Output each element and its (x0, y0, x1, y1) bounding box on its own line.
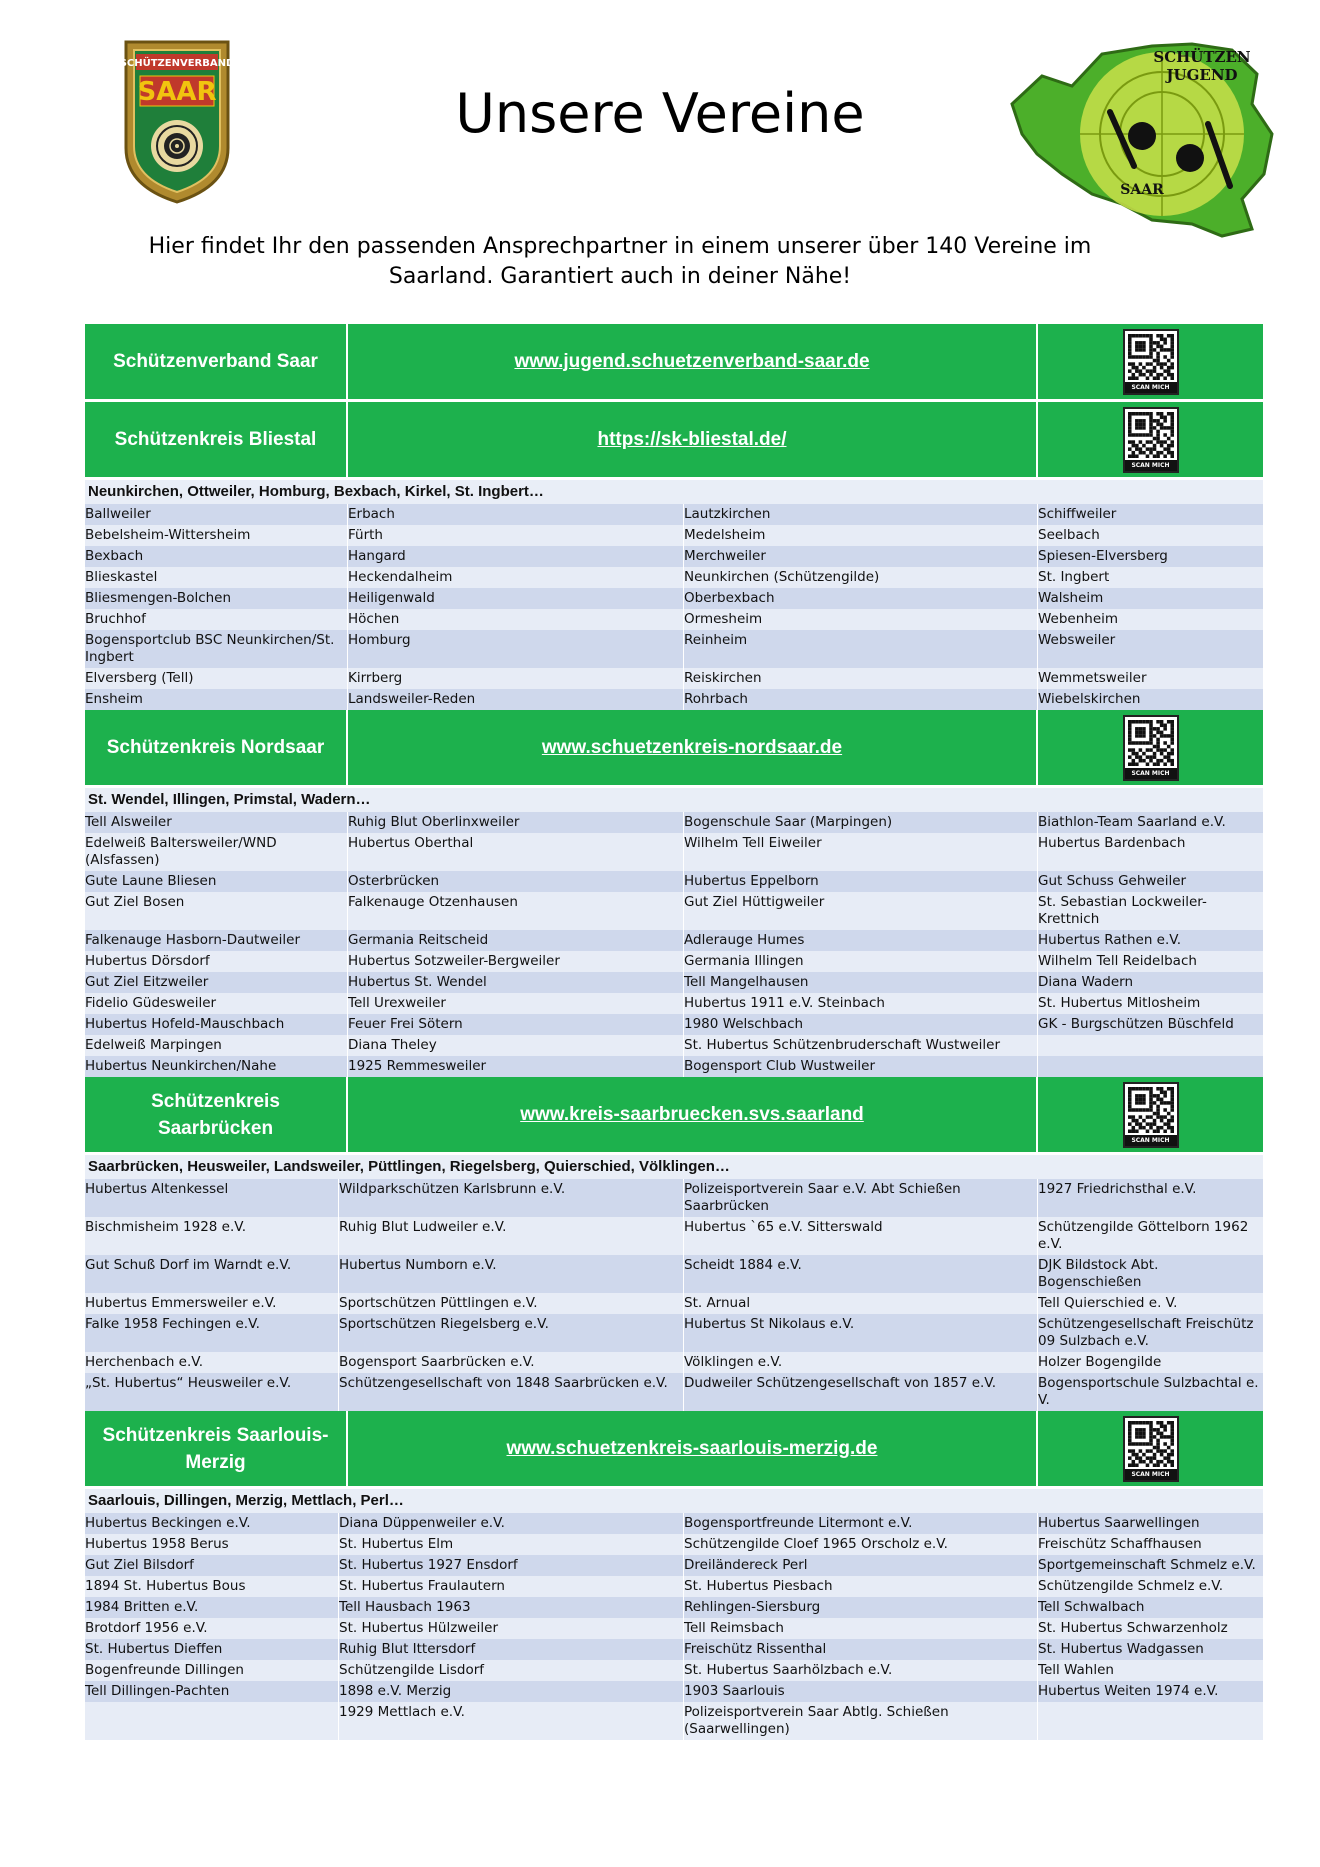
table-row (85, 504, 1263, 525)
club-name: Tell Schwalbach (1038, 1599, 1145, 1615)
club-name: Freischütz Rissenthal (684, 1639, 1038, 1660)
qr-code-icon (1128, 334, 1174, 380)
club-name: Bebelsheim-Wittersheim (85, 525, 348, 546)
club-name: Bogensport Saarbrücken e.V. (339, 1352, 684, 1373)
club-list (85, 812, 1263, 1077)
club-name: Tell Urexweiler (348, 993, 684, 1014)
club-name: Schützengesellschaft von 1848 Saarbrücken e.V. (339, 1373, 684, 1411)
club-name: Hubertus Oberthal (348, 833, 684, 871)
club-name: Gut Ziel Eitzweiler (85, 972, 348, 993)
table-row (85, 567, 1263, 588)
club-name: Tell Dillingen-Pachten (85, 1681, 339, 1702)
table-row (85, 1513, 1263, 1534)
club-name: Gut Ziel Hüttigweiler (684, 892, 1038, 930)
club-name: Hubertus Neunkirchen/Nahe (85, 1056, 348, 1077)
club-name: Hubertus 1911 e.V. Steinbach (684, 993, 1038, 1014)
club-name: Hubertus `65 e.V. Sitterswald (684, 1217, 1038, 1255)
club-name: Germania Illingen (684, 951, 1038, 972)
club-name: St. Hubertus Fraulautern (339, 1576, 684, 1597)
club-name (1038, 1035, 1263, 1056)
club-name: St. Hubertus Schützenbruderschaft Wustweiler (684, 1035, 1038, 1056)
club-name: Wilhelm Tell Eiweiler (684, 833, 1038, 871)
club-list (85, 1513, 1263, 1740)
club-name: St. Hubertus Mitlosheim (1038, 995, 1201, 1011)
club-name: Hubertus Hofeld-Mauschbach (85, 1014, 348, 1035)
club-name: Wiebelskirchen (1038, 691, 1141, 707)
club-name: Websweiler (1038, 632, 1116, 648)
section-name: Schützenkreis Saarbrücken (85, 1077, 348, 1152)
club-name: Hubertus Beckingen e.V. (85, 1513, 339, 1534)
section-region: Saarbrücken, Heusweiler, Landsweiler, Püttlingen, Riegelsberg, Quierschied, Völklingen… (85, 1155, 1263, 1179)
club-name: 1980 Welschbach (684, 1014, 1038, 1035)
qr-code-icon (1128, 1421, 1174, 1467)
club-name: Spiesen-Elversberg (1038, 548, 1168, 564)
club-name: GK - Burgschützen Büschfeld (1038, 1016, 1234, 1032)
club-name: Neunkirchen (Schützengilde) (684, 567, 1038, 588)
qr-code[interactable] (1123, 1416, 1179, 1482)
club-name: Blieskastel (85, 567, 348, 588)
qr-code-icon (1128, 720, 1174, 766)
club-name: Scheidt 1884 e.V. (684, 1255, 1038, 1293)
club-name: Hubertus Sotzweiler-Bergweiler (348, 951, 684, 972)
table-row (85, 1255, 1263, 1293)
club-name: Ruhig Blut Ittersdorf (339, 1639, 684, 1660)
table-row (85, 525, 1263, 546)
club-name: 1927 Friedrichsthal e.V. (1038, 1181, 1197, 1197)
club-name: Schützengilde Schmelz e.V. (1038, 1578, 1224, 1594)
club-name: Reinheim (684, 630, 1038, 668)
qr-code[interactable] (1123, 1082, 1179, 1148)
section-qr-cell (1038, 324, 1263, 399)
club-name: Feuer Frei Sötern (348, 1014, 684, 1035)
club-list (85, 1179, 1263, 1411)
club-name: Falkenauge Otzenhausen (348, 892, 684, 930)
club-name (85, 1702, 339, 1740)
section-header (85, 1411, 1263, 1489)
club-name: Hubertus Dörsdorf (85, 951, 348, 972)
club-name: Reiskirchen (684, 668, 1038, 689)
club-name: St. Hubertus Dieffen (85, 1639, 339, 1660)
section-header (85, 324, 1263, 402)
club-name: Bogenfreunde Dillingen (85, 1660, 339, 1681)
club-table (85, 324, 1263, 1740)
section-website-link[interactable]: www.jugend.schuetzenverband-saar.de (348, 324, 1038, 399)
table-row (85, 1597, 1263, 1618)
club-name: Brotdorf 1956 e.V. (85, 1618, 339, 1639)
section-name: Schützenkreis Saarlouis-Merzig (85, 1411, 348, 1486)
table-row (85, 1373, 1263, 1411)
section-header (85, 402, 1263, 480)
qr-scan-label: SCAN MICH (1125, 1469, 1177, 1480)
club-name: Schützengilde Göttelborn 1962 e.V. (1038, 1219, 1249, 1252)
section-qr-cell (1038, 710, 1263, 785)
club-name: Herchenbach e.V. (85, 1352, 339, 1373)
club-name: Schützengilde Lisdorf (339, 1660, 684, 1681)
club-name: Diana Wadern (1038, 974, 1134, 990)
club-name: Tell Reimsbach (684, 1618, 1038, 1639)
club-name: Dudweiler Schützengesellschaft von 1857 e.V. (684, 1373, 1038, 1411)
table-row (85, 1576, 1263, 1597)
table-row (85, 1014, 1263, 1035)
table-row (85, 1179, 1263, 1217)
section-region: Saarlouis, Dillingen, Merzig, Mettlach, Perl… (85, 1489, 1263, 1513)
club-name: Walsheim (1038, 590, 1104, 606)
saarland-map-logo-icon (1002, 24, 1284, 248)
intro-line-1: Hier findet Ihr den passenden Ansprechpartner in einem unserer über 140 Vereine im (148, 234, 1092, 259)
club-name: St. Ingbert (1038, 569, 1110, 585)
club-name: Tell Hausbach 1963 (339, 1597, 684, 1618)
svg-text:SCHÜTZEN: SCHÜTZEN (1153, 48, 1251, 66)
qr-code[interactable] (1123, 407, 1179, 473)
club-name: Merchweiler (684, 546, 1038, 567)
club-name: Hubertus St Nikolaus e.V. (684, 1314, 1038, 1352)
club-name: Schützengesellschaft Freischütz 09 Sulzbach e.V. (1038, 1316, 1254, 1349)
section-qr-cell (1038, 1411, 1263, 1486)
club-name: St. Hubertus Saarhölzbach e.V. (684, 1660, 1038, 1681)
club-name: Tell Wahlen (1038, 1662, 1114, 1678)
section-name: Schützenkreis Bliestal (85, 402, 348, 477)
club-name: 1898 e.V. Merzig (339, 1681, 684, 1702)
svg-text:SCHÜTZENVERBAND: SCHÜTZENVERBAND (119, 58, 235, 69)
qr-code-icon (1128, 412, 1174, 458)
club-name: Bogensport Club Wustweiler (684, 1056, 1038, 1077)
table-row (85, 833, 1263, 871)
club-name: Bliesmengen-Bolchen (85, 588, 348, 609)
svg-text:SAAR: SAAR (137, 77, 217, 107)
table-row (85, 1618, 1263, 1639)
club-name: 1925 Remmesweiler (348, 1056, 684, 1077)
club-name: St. Arnual (684, 1293, 1038, 1314)
page-title: Unsere Vereine (455, 82, 865, 145)
club-name: 1903 Saarlouis (684, 1681, 1038, 1702)
club-name: Ormesheim (684, 609, 1038, 630)
club-name: Ensheim (85, 689, 348, 710)
table-row (85, 972, 1263, 993)
club-name: St. Hubertus Wadgassen (1038, 1641, 1204, 1657)
table-row (85, 630, 1263, 668)
table-row (85, 1293, 1263, 1314)
club-name: Germania Reitscheid (348, 930, 684, 951)
club-name: St. Hubertus Schwarzenholz (1038, 1620, 1228, 1636)
qr-code[interactable] (1123, 715, 1179, 781)
club-name: Rehlingen-Siersburg (684, 1597, 1038, 1618)
club-name: Gut Schuß Dorf im Warndt e.V. (85, 1255, 339, 1293)
club-name: Hubertus Numborn e.V. (339, 1255, 684, 1293)
club-name: Sportgemeinschaft Schmelz e.V. (1038, 1557, 1256, 1573)
table-row (85, 1035, 1263, 1056)
qr-scan-label: SCAN MICH (1125, 1135, 1177, 1146)
club-name: Fidelio Güdesweiler (85, 993, 348, 1014)
club-name: Hubertus Emmersweiler e.V. (85, 1293, 339, 1314)
club-name: 1929 Mettlach e.V. (339, 1702, 684, 1740)
table-row (85, 689, 1263, 710)
club-name: Ruhig Blut Ludweiler e.V. (339, 1217, 684, 1255)
table-row (85, 1314, 1263, 1352)
club-name (1038, 1056, 1263, 1077)
club-name: Sportschützen Riegelsberg e.V. (339, 1314, 684, 1352)
club-name: Edelweiß Marpingen (85, 1035, 348, 1056)
section-website-link[interactable]: https://sk-bliestal.de/ (348, 402, 1038, 477)
schuetzenjugend-saar-logo (1002, 24, 1284, 248)
club-name: Gute Laune Bliesen (85, 871, 348, 892)
schuetzenverband-saar-logo (118, 36, 236, 206)
table-row (85, 871, 1263, 892)
table-row (85, 993, 1263, 1014)
club-name: Hangard (348, 546, 684, 567)
club-name: St. Hubertus 1927 Ensdorf (339, 1555, 684, 1576)
club-name: Gut Ziel Bosen (85, 892, 348, 930)
club-name: Homburg (348, 630, 684, 668)
intro-line-2: Saarland. Garantiert auch in deiner Nähe! (388, 264, 852, 289)
club-name: Elversberg (Tell) (85, 668, 348, 689)
table-row (85, 1639, 1263, 1660)
club-name: Heckendalheim (348, 567, 684, 588)
section-header (85, 1077, 1263, 1155)
club-name: Webenheim (1038, 611, 1119, 627)
club-name: Völklingen e.V. (684, 1352, 1038, 1373)
club-name: Wemmetsweiler (1038, 670, 1147, 686)
club-name: Hubertus Rathen e.V. (1038, 932, 1182, 948)
table-row (85, 892, 1263, 930)
table-row (85, 588, 1263, 609)
club-name: „St. Hubertus“ Heusweiler e.V. (85, 1373, 339, 1411)
table-row (85, 812, 1263, 833)
club-name: Landsweiler-Reden (348, 689, 684, 710)
club-name: Bischmisheim 1928 e.V. (85, 1217, 339, 1255)
club-name: Rohrbach (684, 689, 1038, 710)
qr-scan-label: SCAN MICH (1125, 382, 1177, 393)
club-name: Bruchhof (85, 609, 348, 630)
table-row (85, 609, 1263, 630)
club-name: Medelsheim (684, 525, 1038, 546)
table-row (85, 546, 1263, 567)
table-row (85, 1352, 1263, 1373)
intro-text (140, 232, 1100, 292)
club-name: Adlerauge Humes (684, 930, 1038, 951)
section-name: Schützenverband Saar (85, 324, 348, 399)
club-name: Bogensportclub BSC Neunkirchen/St. Ingbert (85, 630, 348, 668)
club-name: St. Sebastian Lockweiler-Krettnich (1038, 894, 1207, 927)
club-name: Lautzkirchen (684, 504, 1038, 525)
section-qr-cell (1038, 1077, 1263, 1152)
club-name: Sportschützen Püttlingen e.V. (339, 1293, 684, 1314)
club-name: Schiffweiler (1038, 506, 1117, 522)
club-name: Höchen (348, 609, 684, 630)
section-qr-cell (1038, 402, 1263, 477)
club-name: Falkenauge Hasborn-Dautweiler (85, 930, 348, 951)
club-name: Freischütz Schaffhausen (1038, 1536, 1202, 1552)
club-name: 1894 St. Hubertus Bous (85, 1576, 339, 1597)
table-row (85, 1534, 1263, 1555)
table-row (85, 1217, 1263, 1255)
qr-scan-label: SCAN MICH (1125, 768, 1177, 779)
club-name (1038, 1702, 1263, 1740)
club-name: Hubertus Eppelborn (684, 871, 1038, 892)
club-name: Bogensportschule Sulzbachtal e. V. (1038, 1375, 1259, 1408)
club-name: Oberbexbach (684, 588, 1038, 609)
table-row (85, 1555, 1263, 1576)
svg-text:SAAR: SAAR (1120, 182, 1164, 198)
section-region: Neunkirchen, Ottweiler, Homburg, Bexbach, Kirkel, St. Ingbert… (85, 480, 1263, 504)
club-name: Gut Ziel Bilsdorf (85, 1555, 339, 1576)
section-website-link[interactable]: www.kreis-saarbruecken.svs.saarland (348, 1077, 1038, 1152)
section-region: St. Wendel, Illingen, Primstal, Wadern… (85, 788, 1263, 812)
qr-scan-label: SCAN MICH (1125, 460, 1177, 471)
club-name: Fürth (348, 525, 684, 546)
qr-code[interactable] (1123, 329, 1179, 395)
table-row (85, 951, 1263, 972)
club-name: Ballweiler (85, 504, 348, 525)
club-name: Seelbach (1038, 527, 1100, 543)
club-name: Ruhig Blut Oberlinxweiler (348, 812, 684, 833)
club-name: Polizeisportverein Saar e.V. Abt Schießen Saarbrücken (684, 1179, 1038, 1217)
club-name: Erbach (348, 504, 684, 525)
svg-text:JUGEND: JUGEND (1166, 66, 1238, 84)
club-name: Kirrberg (348, 668, 684, 689)
section-name: Schützenkreis Nordsaar (85, 710, 348, 785)
club-name: Osterbrücken (348, 871, 684, 892)
table-row (85, 930, 1263, 951)
club-name: Hubertus St. Wendel (348, 972, 684, 993)
club-name: Hubertus Bardenbach (1038, 835, 1186, 851)
table-row (85, 668, 1263, 689)
club-name: St. Hubertus Hülzweiler (339, 1618, 684, 1639)
club-name: Heiligenwald (348, 588, 684, 609)
club-name: Edelweiß Baltersweiler/WND (Alsfassen) (85, 833, 348, 871)
table-row (85, 1702, 1263, 1740)
club-name: Wilhelm Tell Reidelbach (1038, 953, 1197, 969)
club-name: Hubertus 1958 Berus (85, 1534, 339, 1555)
qr-code-icon (1128, 1087, 1174, 1133)
club-name: Schützengilde Cloef 1965 Orscholz e.V. (684, 1534, 1038, 1555)
club-name: Diana Theley (348, 1035, 684, 1056)
club-name: Falke 1958 Fechingen e.V. (85, 1314, 339, 1352)
club-name: Polizeisportverein Saar Abtlg. Schießen (Saarwellingen) (684, 1702, 1038, 1740)
club-name: Wildparkschützen Karlsbrunn e.V. (339, 1179, 684, 1217)
table-row (85, 1681, 1263, 1702)
section-website-link[interactable]: www.schuetzenkreis-nordsaar.de (348, 710, 1038, 785)
table-row (85, 1056, 1263, 1077)
club-name: Gut Schuss Gehweiler (1038, 873, 1187, 889)
club-list (85, 504, 1263, 710)
shield-logo-icon (118, 36, 236, 206)
club-name: Bogenschule Saar (Marpingen) (684, 812, 1038, 833)
club-name: Hubertus Weiten 1974 e.V. (1038, 1683, 1219, 1699)
club-name: DJK Bildstock Abt. Bogenschießen (1038, 1257, 1159, 1290)
club-name: Bexbach (85, 546, 348, 567)
club-name: Bogensportfreunde Litermont e.V. (684, 1513, 1038, 1534)
section-website-link[interactable]: www.schuetzenkreis-saarlouis-merzig.de (348, 1411, 1038, 1486)
club-name: Hubertus Altenkessel (85, 1179, 339, 1217)
club-name: Dreiländereck Perl (684, 1555, 1038, 1576)
club-name: Tell Alsweiler (85, 812, 348, 833)
club-name: Biathlon-Team Saarland e.V. (1038, 814, 1226, 830)
club-name: St. Hubertus Elm (339, 1534, 684, 1555)
table-row (85, 1660, 1263, 1681)
club-name: 1984 Britten e.V. (85, 1597, 339, 1618)
club-name: Diana Düppenweiler e.V. (339, 1513, 684, 1534)
club-name: Tell Mangelhausen (684, 972, 1038, 993)
section-header (85, 710, 1263, 788)
club-name: Tell Quierschied e. V. (1038, 1295, 1178, 1311)
club-name: Hubertus Saarwellingen (1038, 1515, 1200, 1531)
club-name: St. Hubertus Piesbach (684, 1576, 1038, 1597)
club-name: Holzer Bogengilde (1038, 1354, 1162, 1370)
